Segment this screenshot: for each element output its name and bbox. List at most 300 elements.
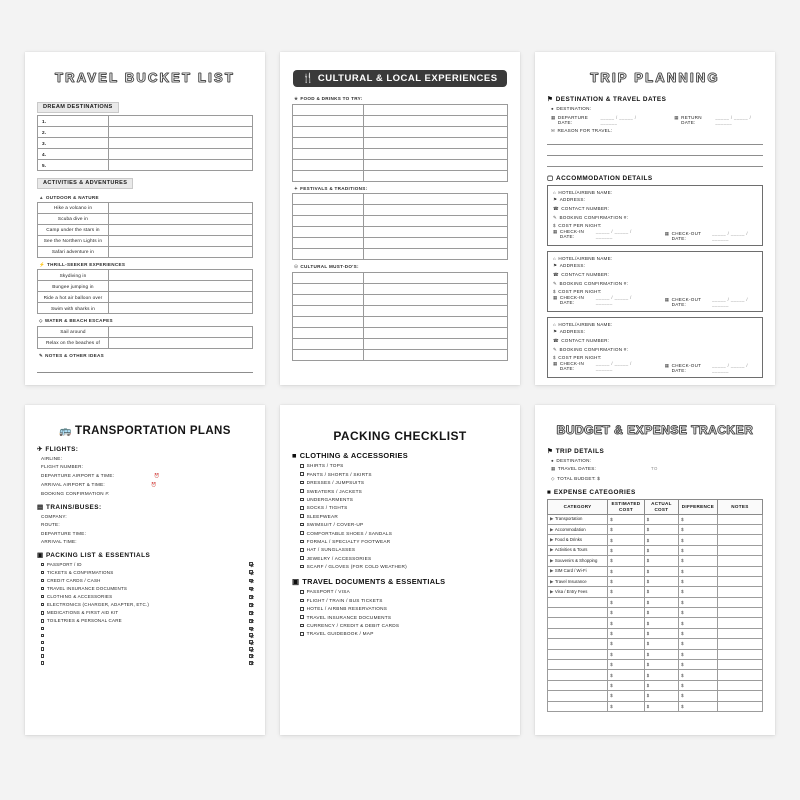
entry-cell[interactable] — [363, 227, 507, 238]
checkbox-marked[interactable] — [249, 562, 253, 566]
actual-cost-cell[interactable]: $ — [644, 566, 678, 576]
date-blanks[interactable]: _____ / _____ / ______ — [595, 361, 632, 372]
checkbox[interactable] — [300, 590, 304, 594]
entry-cell[interactable] — [293, 126, 364, 137]
table-row-blank[interactable] — [548, 649, 763, 659]
dream-destinations-table[interactable] — [37, 115, 253, 171]
table-row[interactable] — [293, 316, 508, 327]
field-departure-time[interactable]: DEPARTURE TIME: — [41, 530, 87, 536]
checkbox[interactable] — [300, 624, 304, 628]
difference-cell[interactable]: $ — [679, 597, 718, 607]
checkbox[interactable] — [300, 472, 304, 476]
entry-cell[interactable] — [108, 116, 252, 127]
checkbox-marked[interactable] — [249, 611, 253, 615]
checkbox[interactable] — [41, 634, 44, 637]
checklist-item[interactable] — [41, 618, 253, 623]
entry-cell[interactable] — [293, 349, 364, 360]
outdoor-nature-table[interactable] — [37, 202, 253, 258]
checklist-item[interactable] — [41, 586, 253, 591]
checkbox[interactable] — [41, 579, 44, 582]
notes-cell[interactable] — [717, 576, 762, 586]
table-row-blank[interactable] — [548, 660, 763, 670]
checkbox-marked[interactable] — [249, 619, 253, 623]
field-arrival-time[interactable]: ARRIVAL TIME: — [41, 538, 77, 544]
expense-category-cell[interactable] — [548, 618, 608, 628]
expense-category-cell[interactable] — [548, 628, 608, 638]
table-row[interactable] — [38, 149, 253, 160]
entry-cell[interactable] — [108, 270, 252, 281]
entry-cell[interactable] — [108, 202, 252, 213]
entry-cell[interactable] — [108, 292, 252, 303]
actual-cost-cell[interactable]: $ — [644, 660, 678, 670]
difference-cell[interactable]: $ — [679, 566, 718, 576]
actual-cost-cell[interactable]: $ — [644, 639, 678, 649]
accommodation-card[interactable] — [547, 185, 763, 246]
note-line[interactable] — [37, 360, 253, 373]
field-route[interactable]: ROUTE: — [41, 522, 60, 528]
table-row[interactable] — [38, 326, 253, 337]
checkbox-marked[interactable] — [249, 654, 253, 658]
field-address[interactable]: ⚑ ADDRESS: — [553, 197, 586, 203]
checkbox[interactable] — [300, 565, 304, 569]
estimated-cost-cell[interactable]: $ — [608, 566, 645, 576]
entry-cell[interactable] — [363, 216, 507, 227]
actual-cost-cell[interactable]: $ — [644, 535, 678, 545]
entry-cell[interactable] — [293, 216, 364, 227]
table-row[interactable] — [293, 227, 508, 238]
expense-category-cell[interactable]: ▶ Visa / Entry Fees — [548, 587, 608, 597]
field-hotel-name[interactable]: ⌂ HOTEL/AIRBNB NAME: — [553, 255, 613, 261]
note-line[interactable] — [37, 373, 253, 385]
actual-cost-cell[interactable]: $ — [644, 576, 678, 586]
actual-cost-cell[interactable]: $ — [644, 691, 678, 701]
table-row[interactable] — [293, 159, 508, 170]
actual-cost-cell[interactable]: $ — [644, 587, 678, 597]
field-departure-airport-time[interactable]: DEPARTURE AIRPORT & TIME: ⏰ — [41, 472, 160, 478]
field-cost-per-night[interactable]: $ COST PER NIGHT: — [553, 289, 602, 295]
checklist-item[interactable] — [300, 631, 508, 636]
checkbox[interactable] — [300, 556, 304, 560]
checklist-item[interactable] — [300, 564, 508, 569]
table-row[interactable] — [293, 216, 508, 227]
checkbox[interactable] — [41, 587, 44, 590]
page-trip-planning[interactable] — [535, 52, 775, 385]
table-row[interactable] — [38, 213, 253, 224]
table-row[interactable] — [38, 337, 253, 348]
entry-cell[interactable] — [293, 194, 364, 205]
entry-cell[interactable] — [293, 294, 364, 305]
notes-cell[interactable] — [717, 628, 762, 638]
table-row[interactable] — [293, 305, 508, 316]
table-row[interactable] — [548, 556, 763, 566]
entry-cell[interactable] — [293, 283, 364, 294]
difference-cell[interactable]: $ — [679, 701, 718, 711]
checklist-item-blank[interactable] — [41, 633, 253, 637]
entry-cell[interactable] — [293, 305, 364, 316]
table-row[interactable] — [38, 160, 253, 171]
table-row-blank[interactable] — [548, 608, 763, 618]
entry-cell[interactable] — [363, 272, 507, 283]
field-company[interactable]: COMPANY: — [41, 514, 67, 520]
field-airline[interactable]: AIRLINE: — [41, 456, 63, 462]
field-travel-dates[interactable]: ▦ TRAVEL DATES: TO — [551, 466, 658, 472]
checkbox[interactable] — [300, 498, 304, 502]
field-hotel-name[interactable]: ⌂ HOTEL/AIRBNB NAME: — [553, 321, 613, 327]
table-row[interactable] — [293, 327, 508, 338]
difference-cell[interactable]: $ — [679, 649, 718, 659]
notes-cell[interactable] — [717, 566, 762, 576]
table-row-blank[interactable] — [548, 639, 763, 649]
field-arrival-airport-time[interactable]: ARRIVAL AIRPORT & TIME: ⏰ — [41, 481, 157, 487]
checkbox[interactable] — [300, 615, 304, 619]
entry-cell[interactable] — [108, 160, 252, 171]
estimated-cost-cell[interactable]: $ — [608, 618, 645, 628]
checkbox[interactable] — [41, 619, 44, 622]
difference-cell[interactable]: $ — [679, 618, 718, 628]
difference-cell[interactable]: $ — [679, 680, 718, 690]
checklist-item[interactable] — [300, 522, 508, 527]
field-check-out-date[interactable]: ▦ CHECK-OUT DATE: _____ / _____ / ______ — [665, 297, 758, 307]
table-row[interactable] — [548, 587, 763, 597]
checkbox[interactable] — [300, 632, 304, 636]
actual-cost-cell[interactable]: $ — [644, 514, 678, 524]
table-row-blank[interactable] — [548, 670, 763, 680]
field-contact-number[interactable]: ☎ CONTACT NUMBER: — [553, 271, 610, 277]
water-beach-table[interactable] — [37, 326, 253, 349]
difference-cell[interactable]: $ — [679, 524, 718, 534]
field-booking-confirmation[interactable]: ✎ BOOKING CONFIRMATION #: — [553, 280, 629, 286]
entry-cell[interactable] — [108, 127, 252, 138]
entry-cell[interactable] — [363, 249, 507, 260]
checklist-item[interactable] — [300, 472, 508, 477]
estimated-cost-cell[interactable]: $ — [608, 628, 645, 638]
page-budget-expense-tracker[interactable] — [535, 405, 775, 735]
checklist-item-blank[interactable] — [41, 647, 253, 651]
entry-cell[interactable] — [363, 327, 507, 338]
difference-cell[interactable]: $ — [679, 535, 718, 545]
notes-cell[interactable] — [717, 649, 762, 659]
table-row[interactable] — [293, 126, 508, 137]
checkbox[interactable] — [41, 571, 44, 574]
entry-cell[interactable] — [293, 327, 364, 338]
notes-cell[interactable] — [717, 670, 762, 680]
field-check-out-date[interactable]: ▦ CHECK-OUT DATE: _____ / _____ / ______ — [665, 363, 758, 373]
actual-cost-cell[interactable]: $ — [644, 649, 678, 659]
entry-cell[interactable] — [108, 246, 252, 257]
field-address[interactable]: ⚑ ADDRESS: — [553, 329, 586, 335]
checklist-item-blank[interactable] — [41, 661, 253, 665]
table-row-blank[interactable] — [548, 680, 763, 690]
field-departure-date[interactable] — [551, 115, 648, 125]
entry-cell[interactable] — [363, 238, 507, 249]
thrill-seeker-table[interactable] — [37, 269, 253, 314]
table-row[interactable] — [38, 292, 253, 303]
checkbox-marked[interactable] — [249, 633, 253, 637]
table-row-blank[interactable] — [548, 701, 763, 711]
field-booking-confirmation[interactable]: BOOKING CONFIRMATION #: — [41, 490, 110, 496]
difference-cell[interactable]: $ — [679, 514, 718, 524]
table-row[interactable] — [293, 238, 508, 249]
table-row[interactable] — [293, 249, 508, 260]
estimated-cost-cell[interactable]: $ — [608, 639, 645, 649]
entry-cell[interactable] — [363, 294, 507, 305]
notes-cell[interactable] — [717, 556, 762, 566]
field-return-date[interactable] — [674, 115, 763, 125]
checklist-item[interactable] — [300, 505, 508, 510]
table-row[interactable] — [293, 104, 508, 115]
checkbox[interactable] — [300, 481, 304, 485]
field-check-in-date[interactable]: ▦ CHECK-IN DATE: _____ / _____ / ______ — [553, 361, 642, 373]
field-booking-confirmation[interactable]: ✎ BOOKING CONFIRMATION #: — [553, 214, 629, 220]
field-cost-per-night[interactable]: $ COST PER NIGHT: — [553, 223, 602, 229]
entry-cell[interactable] — [293, 170, 364, 181]
estimated-cost-cell[interactable]: $ — [608, 514, 645, 524]
checkbox-marked[interactable] — [249, 603, 253, 607]
entry-cell[interactable] — [108, 337, 252, 348]
estimated-cost-cell[interactable]: $ — [608, 680, 645, 690]
entry-cell[interactable] — [293, 272, 364, 283]
checkbox[interactable] — [41, 563, 44, 566]
table-row[interactable] — [293, 194, 508, 205]
notes-cell[interactable] — [717, 691, 762, 701]
table-row[interactable] — [38, 116, 253, 127]
entry-cell[interactable] — [363, 283, 507, 294]
table-row-blank[interactable] — [548, 691, 763, 701]
entry-cell[interactable] — [293, 227, 364, 238]
date-blanks[interactable]: _____ / _____ / ______ — [712, 296, 748, 307]
checkbox[interactable] — [300, 599, 304, 603]
entry-cell[interactable] — [363, 338, 507, 349]
note-line[interactable] — [547, 145, 763, 156]
date-blanks[interactable]: _____ / _____ / ______ — [712, 230, 748, 241]
actual-cost-cell[interactable]: $ — [644, 597, 678, 607]
checkbox-marked[interactable] — [249, 579, 253, 583]
estimated-cost-cell[interactable]: $ — [608, 556, 645, 566]
actual-cost-cell[interactable]: $ — [644, 556, 678, 566]
expense-category-cell[interactable] — [548, 680, 608, 690]
expense-category-cell[interactable]: ▶ Food & Drinks — [548, 535, 608, 545]
notes-cell[interactable] — [717, 639, 762, 649]
cultural-must-dos-table[interactable] — [292, 272, 508, 361]
checklist-item[interactable] — [300, 556, 508, 561]
expense-category-cell[interactable] — [548, 660, 608, 670]
table-row-blank[interactable] — [548, 597, 763, 607]
field-address[interactable]: ⚑ ADDRESS: — [553, 263, 586, 269]
difference-cell[interactable]: $ — [679, 608, 718, 618]
table-row[interactable] — [38, 235, 253, 246]
checkbox[interactable] — [41, 611, 44, 614]
entry-cell[interactable] — [363, 137, 507, 148]
entry-cell[interactable] — [108, 281, 252, 292]
date-blanks[interactable]: _____ / _____ / ______ — [600, 114, 637, 125]
note-line[interactable] — [547, 134, 763, 145]
checkbox[interactable] — [41, 603, 44, 606]
table-row[interactable] — [38, 224, 253, 235]
checkbox[interactable] — [300, 523, 304, 527]
checklist-item[interactable] — [300, 514, 508, 519]
festivals-traditions-table[interactable] — [292, 193, 508, 260]
expense-categories-table[interactable] — [547, 499, 763, 712]
estimated-cost-cell[interactable]: $ — [608, 576, 645, 586]
checkbox-marked[interactable] — [249, 640, 253, 644]
notes-cell[interactable] — [717, 597, 762, 607]
estimated-cost-cell[interactable]: $ — [608, 701, 645, 711]
notes-cell[interactable] — [717, 608, 762, 618]
actual-cost-cell[interactable]: $ — [644, 670, 678, 680]
date-blanks[interactable]: _____ / _____ / ______ — [712, 362, 748, 373]
checklist-item[interactable] — [41, 610, 253, 615]
notes-cell[interactable] — [717, 680, 762, 690]
checkbox-marked[interactable] — [249, 647, 253, 651]
entry-cell[interactable] — [108, 149, 252, 160]
checklist-item-blank[interactable] — [41, 627, 253, 631]
estimated-cost-cell[interactable]: $ — [608, 670, 645, 680]
checklist-item[interactable] — [300, 531, 508, 536]
checkbox[interactable] — [300, 506, 304, 510]
notes-cell[interactable] — [717, 524, 762, 534]
field-cost-per-night[interactable]: $ COST PER NIGHT: — [553, 355, 602, 361]
difference-cell[interactable]: $ — [679, 587, 718, 597]
entry-cell[interactable] — [293, 148, 364, 159]
entry-cell[interactable] — [108, 138, 252, 149]
entry-cell[interactable] — [363, 205, 507, 216]
field-contact-number[interactable]: ☎ CONTACT NUMBER: — [553, 206, 610, 211]
field-destination[interactable]: ● DESTINATION: — [551, 458, 592, 464]
table-row-blank[interactable] — [548, 618, 763, 628]
date-blanks[interactable]: _____ / _____ / ______ — [595, 295, 632, 306]
estimated-cost-cell[interactable]: $ — [608, 649, 645, 659]
checklist-item[interactable] — [300, 598, 508, 603]
estimated-cost-cell[interactable]: $ — [608, 587, 645, 597]
table-row[interactable] — [293, 137, 508, 148]
entry-cell[interactable] — [363, 115, 507, 126]
entry-cell[interactable] — [293, 238, 364, 249]
actual-cost-cell[interactable]: $ — [644, 545, 678, 555]
expense-category-cell[interactable]: ▶ Transportation — [548, 514, 608, 524]
expense-category-cell[interactable] — [548, 691, 608, 701]
table-row[interactable] — [293, 283, 508, 294]
checkbox-marked[interactable] — [249, 627, 253, 631]
expense-category-cell[interactable] — [548, 608, 608, 618]
entry-cell[interactable] — [108, 303, 252, 314]
checklist-item[interactable] — [300, 547, 508, 552]
estimated-cost-cell[interactable]: $ — [608, 524, 645, 534]
page-transportation-plans[interactable] — [25, 405, 265, 735]
estimated-cost-cell[interactable]: $ — [608, 597, 645, 607]
field-total-budget[interactable]: ◇ TOTAL BUDGET: $ — [551, 475, 601, 481]
notes-cell[interactable] — [717, 660, 762, 670]
actual-cost-cell[interactable]: $ — [644, 608, 678, 618]
expense-category-cell[interactable]: ▶ Activities & Tours — [548, 545, 608, 555]
table-row[interactable] — [293, 272, 508, 283]
difference-cell[interactable]: $ — [679, 691, 718, 701]
checklist-item[interactable] — [300, 606, 508, 611]
entry-cell[interactable] — [293, 137, 364, 148]
actual-cost-cell[interactable]: $ — [644, 524, 678, 534]
entry-cell[interactable] — [363, 170, 507, 181]
checkbox-marked[interactable] — [249, 595, 253, 599]
date-blanks[interactable]: _____ / _____ / ______ — [595, 229, 632, 240]
table-row[interactable] — [548, 545, 763, 555]
entry-cell[interactable] — [293, 338, 364, 349]
table-row[interactable] — [293, 205, 508, 216]
expense-category-cell[interactable]: ▶ Accommodation — [548, 524, 608, 534]
difference-cell[interactable]: $ — [679, 556, 718, 566]
entry-cell[interactable] — [108, 235, 252, 246]
checklist-item[interactable] — [300, 623, 508, 628]
checklist-item[interactable] — [300, 615, 508, 620]
checklist-item[interactable] — [300, 589, 508, 594]
table-row[interactable] — [293, 170, 508, 181]
expense-category-cell[interactable]: ▶ Travel Insurance — [548, 576, 608, 586]
notes-cell[interactable] — [717, 701, 762, 711]
actual-cost-cell[interactable]: $ — [644, 701, 678, 711]
estimated-cost-cell[interactable]: $ — [608, 545, 645, 555]
expense-category-cell[interactable] — [548, 670, 608, 680]
difference-cell[interactable]: $ — [679, 576, 718, 586]
expense-category-cell[interactable]: ▶ Souvenirs & Shopping — [548, 556, 608, 566]
table-row[interactable] — [548, 576, 763, 586]
entry-cell[interactable] — [108, 213, 252, 224]
checkbox[interactable] — [300, 548, 304, 552]
checklist-item[interactable] — [300, 539, 508, 544]
expense-category-cell[interactable] — [548, 597, 608, 607]
expense-category-cell[interactable] — [548, 649, 608, 659]
difference-cell[interactable]: $ — [679, 545, 718, 555]
table-row[interactable] — [293, 148, 508, 159]
table-row[interactable] — [293, 349, 508, 360]
actual-cost-cell[interactable]: $ — [644, 618, 678, 628]
accommodation-card[interactable] — [547, 317, 763, 378]
checkbox[interactable] — [41, 654, 44, 657]
estimated-cost-cell[interactable]: $ — [608, 691, 645, 701]
checklist-item[interactable] — [300, 463, 508, 468]
table-row[interactable] — [38, 303, 253, 314]
estimated-cost-cell[interactable]: $ — [608, 608, 645, 618]
page-packing-checklist[interactable] — [280, 405, 520, 735]
entry-cell[interactable] — [363, 104, 507, 115]
checkbox[interactable] — [300, 464, 304, 468]
checkbox[interactable] — [41, 661, 44, 664]
table-row[interactable] — [38, 202, 253, 213]
checklist-item[interactable] — [300, 480, 508, 485]
entry-cell[interactable] — [108, 224, 252, 235]
accommodation-card[interactable] — [547, 251, 763, 312]
expense-category-cell[interactable] — [548, 701, 608, 711]
table-row-blank[interactable] — [548, 628, 763, 638]
checkbox[interactable] — [300, 489, 304, 493]
table-row[interactable] — [38, 127, 253, 138]
field-hotel-name[interactable]: ⌂ HOTEL/AIRBNB NAME: — [553, 189, 613, 195]
entry-cell[interactable] — [293, 249, 364, 260]
expense-category-cell[interactable]: ▶ SIM Card / Wi-Fi — [548, 566, 608, 576]
table-row[interactable] — [38, 246, 253, 257]
entry-cell[interactable] — [363, 305, 507, 316]
notes-cell[interactable] — [717, 514, 762, 524]
expense-category-cell[interactable] — [548, 639, 608, 649]
difference-cell[interactable]: $ — [679, 660, 718, 670]
note-line[interactable] — [547, 156, 763, 167]
checkbox[interactable] — [41, 627, 44, 630]
field-check-in-date[interactable]: ▦ CHECK-IN DATE: _____ / _____ / ______ — [553, 229, 642, 241]
page-travel-bucket-list[interactable] — [25, 52, 265, 385]
checklist-item[interactable] — [41, 602, 253, 607]
checklist-item[interactable] — [41, 594, 253, 599]
entry-cell[interactable] — [293, 104, 364, 115]
checklist-item[interactable] — [41, 570, 253, 575]
difference-cell[interactable]: $ — [679, 670, 718, 680]
table-row[interactable] — [548, 535, 763, 545]
